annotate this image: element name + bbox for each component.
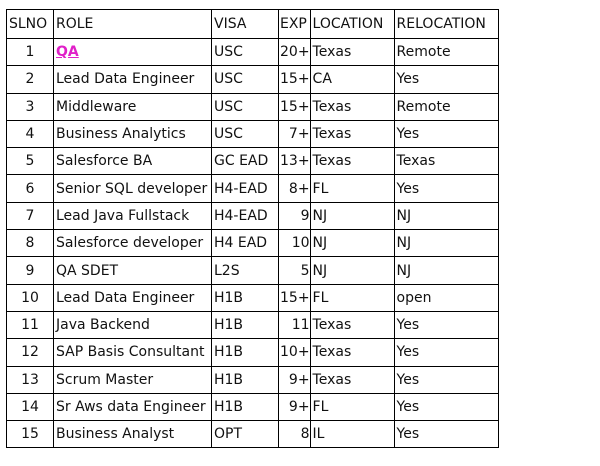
table-row [7,366,499,393]
table-row [7,148,499,175]
cell-visa: H4-EAD [212,175,279,202]
cell-relocation: NJ [394,202,498,229]
cell-relocation: Yes [394,393,498,420]
cell-visa: OPT [212,421,279,448]
cell-exp: 9+ [279,393,311,420]
cell-location: Texas [310,339,394,366]
cell-relocation: Remote [394,39,498,66]
cell-relocation: Yes [394,366,498,393]
cell-role: Lead Java Fullstack [54,202,212,229]
cell-visa: L2S [212,257,279,284]
cell-visa: H1B [212,339,279,366]
cell-exp: 20+ [279,39,311,66]
cell-relocation: Yes [394,66,498,93]
cell-exp: 7+ [279,120,311,147]
table-row [7,120,499,147]
cell-location: Texas [310,93,394,120]
cell-visa: USC [212,66,279,93]
cell-visa: USC [212,120,279,147]
cell-visa: H4 EAD [212,230,279,257]
cell-visa: H4-EAD [212,202,279,229]
cell-slno: 13 [7,366,54,393]
cell-visa: USC [212,39,279,66]
cell-relocation: Remote [394,93,498,120]
cell-role: Business Analytics [54,120,212,147]
cell-role: Java Backend [54,311,212,338]
cell-role [54,39,212,66]
table-row [7,284,499,311]
cell-slno: 9 [7,257,54,284]
table-row [7,175,499,202]
cell-role: Salesforce BA [54,148,212,175]
cell-slno: 8 [7,230,54,257]
cell-exp: 8+ [279,175,311,202]
cell-exp: 10 [279,230,311,257]
cell-relocation: Texas [394,148,498,175]
cell-exp: 5 [279,257,311,284]
cell-role: Business Analyst [54,421,212,448]
cell-exp: 8 [279,421,311,448]
table-row [7,339,499,366]
cell-slno: 5 [7,148,54,175]
cell-role: Lead Data Engineer [54,66,212,93]
cell-role: QA SDET [54,257,212,284]
table-row [7,93,499,120]
cell-role: Middleware [54,93,212,120]
cell-slno: 12 [7,339,54,366]
cell-relocation: open [394,284,498,311]
spreadsheet [6,9,499,448]
cell-location: FL [310,284,394,311]
cell-location: FL [310,393,394,420]
cell-exp: 11 [279,311,311,338]
table-row [7,421,499,448]
table-header-row [7,10,499,39]
cell-role: Salesforce developer [54,230,212,257]
cell-role: Lead Data Engineer [54,284,212,311]
cell-slno: 14 [7,393,54,420]
cell-exp: 9 [279,202,311,229]
cell-location: Texas [310,148,394,175]
cell-relocation: NJ [394,230,498,257]
cell-slno: 10 [7,284,54,311]
cell-location: IL [310,421,394,448]
cell-slno: 2 [7,66,54,93]
cell-relocation: Yes [394,339,498,366]
header-role: ROLE [54,10,212,39]
cell-role: Scrum Master [54,366,212,393]
cell-location: NJ [310,230,394,257]
table-row [7,66,499,93]
header-visa: VISA [212,10,279,39]
table-row [7,39,499,66]
table-row [7,393,499,420]
cell-exp: 15+ [279,93,311,120]
header-location: LOCATION [310,10,394,39]
cell-visa: USC [212,93,279,120]
cell-slno: 11 [7,311,54,338]
cell-exp: 13+ [279,148,311,175]
cell-visa: H1B [212,366,279,393]
cell-slno: 3 [7,93,54,120]
cell-relocation: Yes [394,421,498,448]
header-relocation: RELOCATION [394,10,498,39]
cell-location: Texas [310,366,394,393]
cell-location: Texas [310,120,394,147]
header-exp: EXP [279,10,311,39]
cell-location: NJ [310,202,394,229]
cell-slno: 7 [7,202,54,229]
cell-exp: 15+ [279,66,311,93]
cell-slno: 4 [7,120,54,147]
cell-exp: 10+ [279,339,311,366]
cell-relocation: Yes [394,175,498,202]
cell-role: Senior SQL developer [54,175,212,202]
cell-location: Texas [310,39,394,66]
cell-relocation: Yes [394,311,498,338]
cell-slno: 15 [7,421,54,448]
cell-exp: 9+ [279,366,311,393]
cell-exp: 15+ [279,284,311,311]
cell-location: Texas [310,311,394,338]
candidates-table [6,9,499,448]
cell-visa: H1B [212,311,279,338]
table-row [7,257,499,284]
cell-role: Sr Aws data Engineer [54,393,212,420]
cell-location: FL [310,175,394,202]
cell-visa: H1B [212,393,279,420]
cell-location: CA [310,66,394,93]
table-row [7,311,499,338]
cell-visa: H1B [212,284,279,311]
cell-role: SAP Basis Consultant [54,339,212,366]
cell-relocation: NJ [394,257,498,284]
table-row [7,230,499,257]
cell-slno: 6 [7,175,54,202]
table-row [7,202,499,229]
header-slno: SLNO [7,10,54,39]
cell-slno: 1 [7,39,54,66]
cell-location: NJ [310,257,394,284]
cell-visa: GC EAD [212,148,279,175]
role-link[interactable]: QA [56,44,79,61]
cell-relocation: Yes [394,120,498,147]
